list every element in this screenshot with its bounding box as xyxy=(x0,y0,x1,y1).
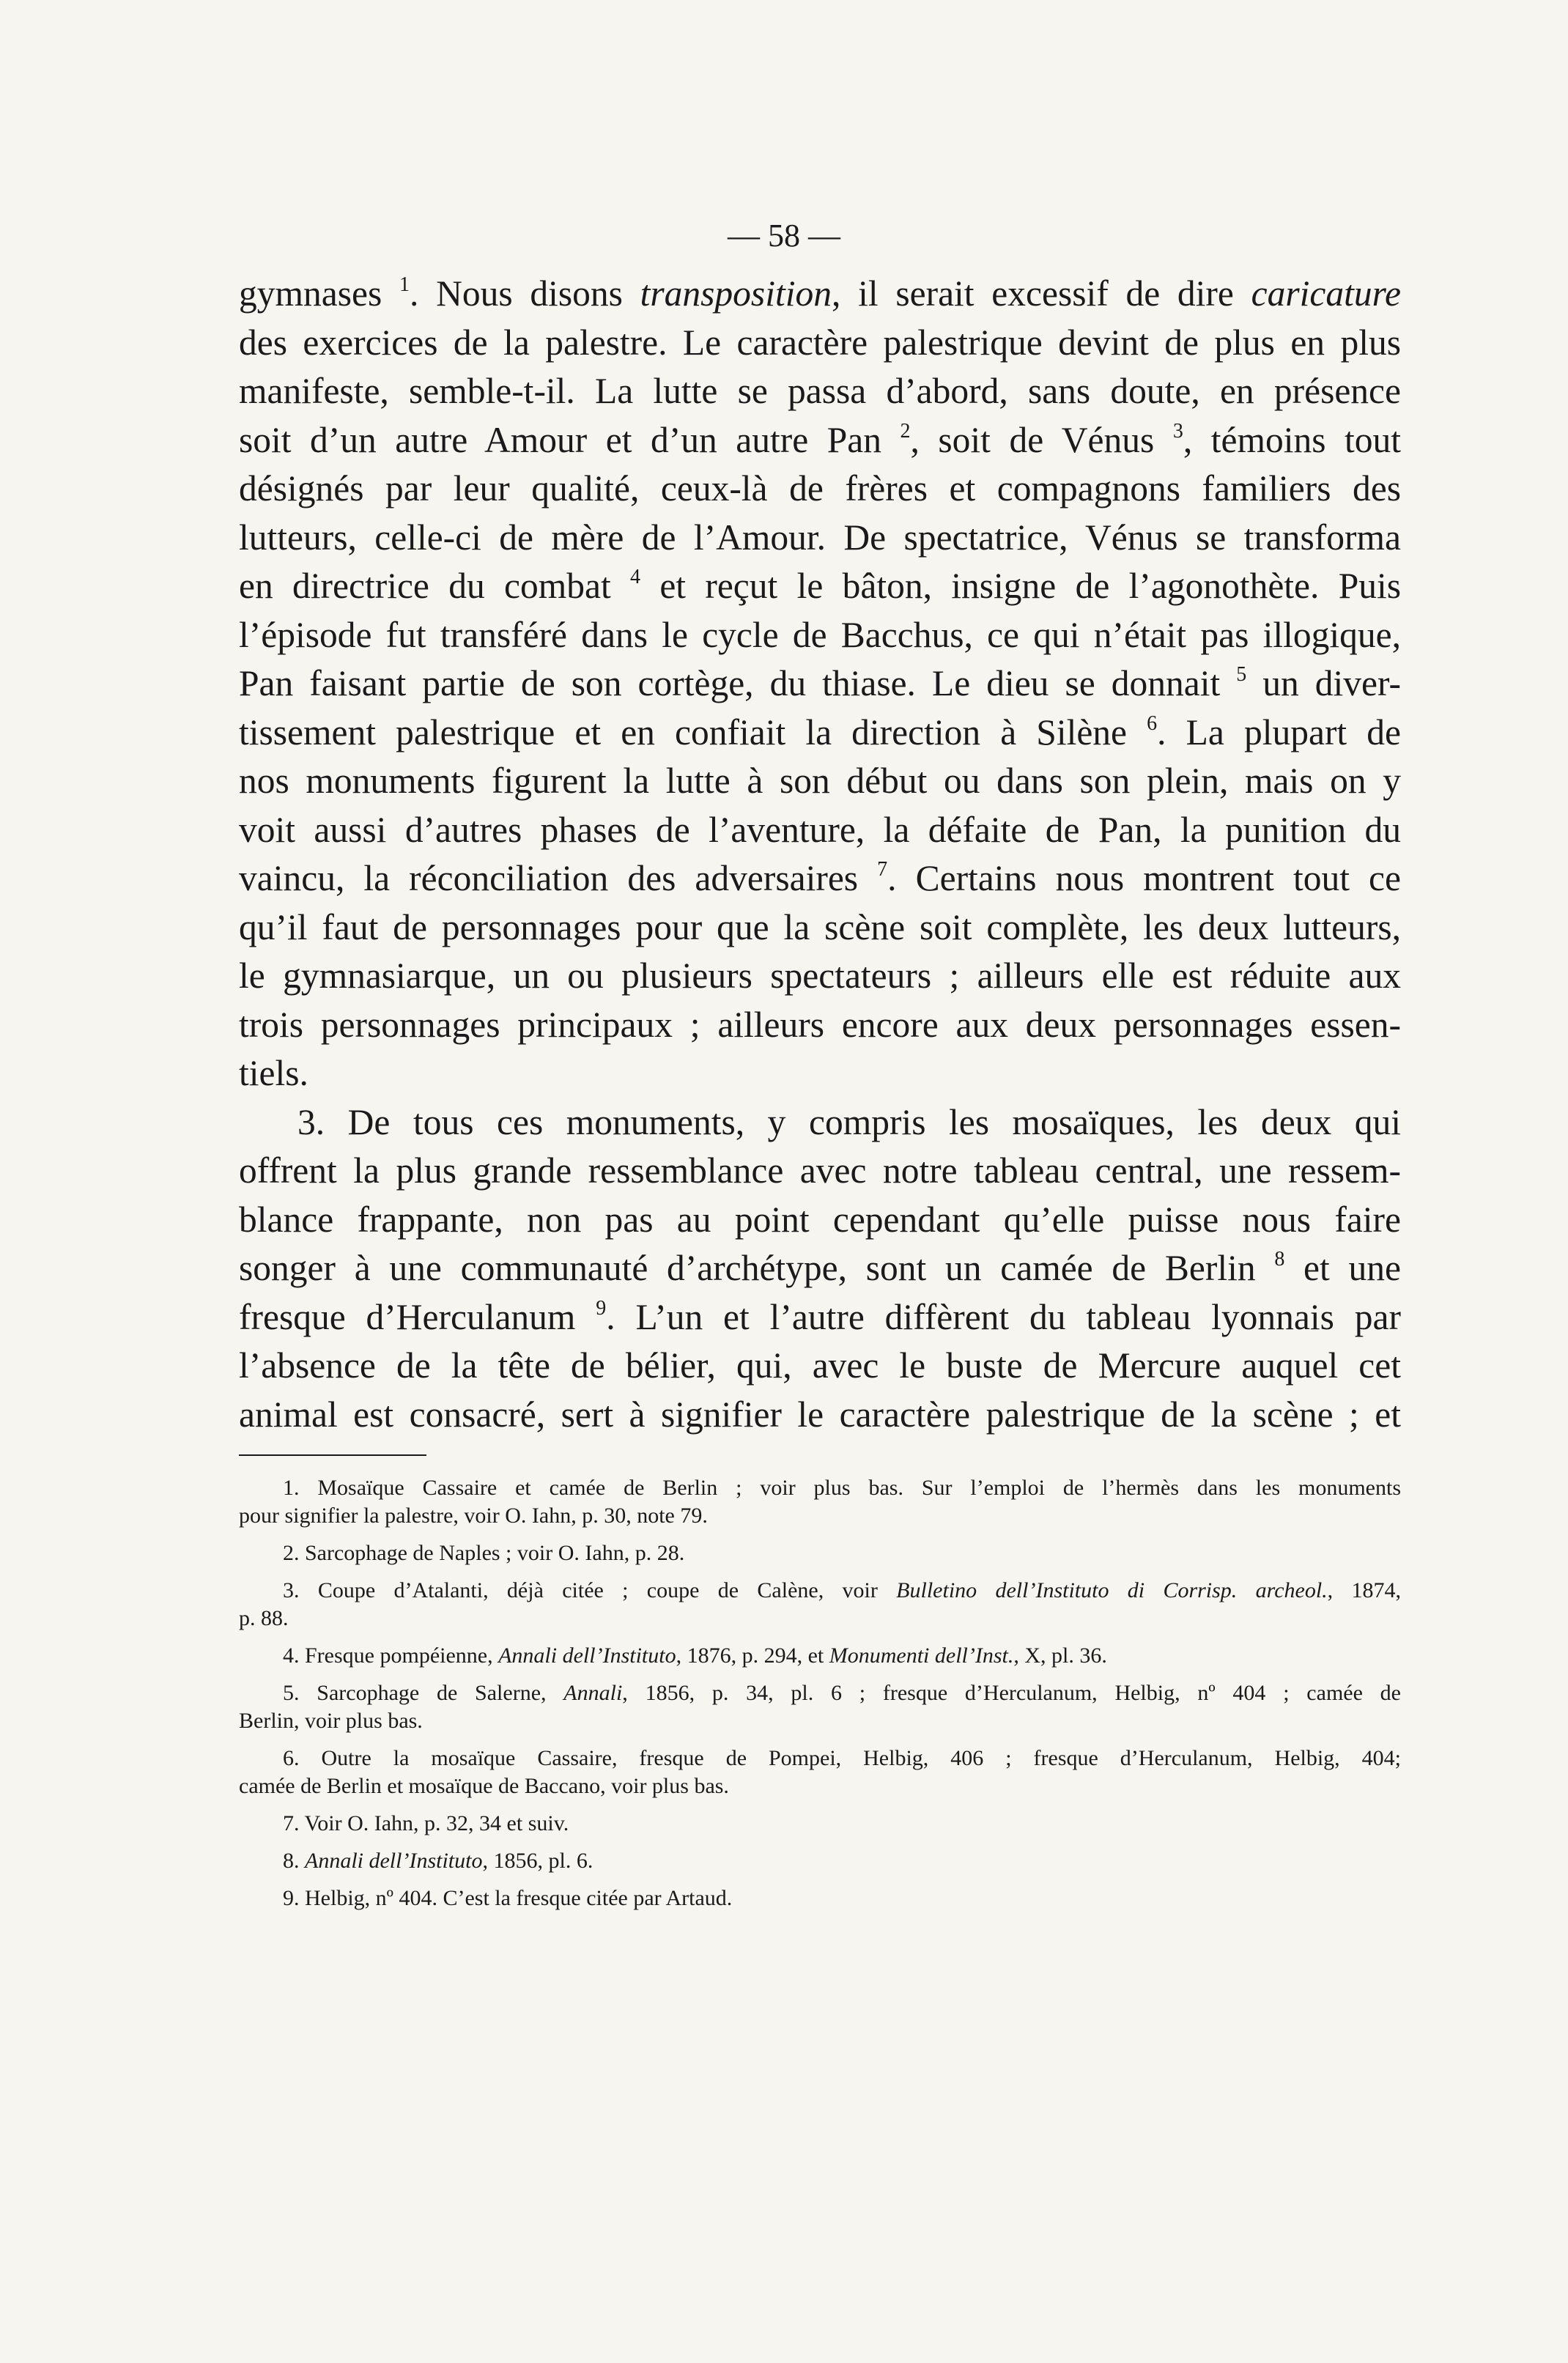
footnote-line xyxy=(239,1885,1401,1912)
footnote-ref: 4 xyxy=(630,566,641,588)
text-line xyxy=(239,903,1401,953)
text-line xyxy=(239,1147,1401,1196)
text-line xyxy=(239,1049,1401,1098)
page-number: — 58 — xyxy=(728,218,840,254)
italic-text: transposition xyxy=(640,273,832,314)
italic-text: Annali dell’Instituto xyxy=(305,1849,483,1873)
text-line xyxy=(239,709,1401,758)
text-run: , 1876, p. 294, et xyxy=(676,1643,829,1668)
footnote-ref: 8 xyxy=(1274,1248,1285,1271)
text-run: fresque d’Herculanum xyxy=(239,1296,596,1337)
text-run: , soit de Vénus xyxy=(910,419,1173,460)
text-run: trois personnages principaux ; ailleurs encore aux deux personnages essen- xyxy=(239,1004,1401,1045)
text-run: vaincu, la réconciliation des adversaires xyxy=(239,858,878,898)
text-run: , témoins tout xyxy=(1183,419,1401,460)
footnote xyxy=(239,1539,1401,1567)
text-line xyxy=(239,1342,1401,1391)
footnote xyxy=(239,1642,1401,1670)
text-line xyxy=(239,659,1401,709)
text-run: camée de Berlin et mosaïque de Baccano, voir plus bas. xyxy=(239,1774,729,1798)
text-line xyxy=(239,367,1401,416)
text-line xyxy=(239,416,1401,465)
footnote-line xyxy=(239,1577,1401,1605)
text-run: l’absence de la tête de bélier, qui, avec le buste de Mercure auquel cet xyxy=(239,1345,1401,1386)
footnote-ref: 6 xyxy=(1147,711,1158,735)
body-text xyxy=(239,270,1401,1439)
text-run: 3. Coupe d’Atalanti, déjà citée ; coupe de Calène, voir xyxy=(283,1578,897,1602)
text-line xyxy=(239,854,1401,903)
paragraph xyxy=(239,270,1401,1098)
footnote-ref: 9 xyxy=(596,1296,607,1320)
footnote-line xyxy=(239,1847,1401,1875)
text-run: 8. xyxy=(283,1849,305,1873)
footnote-line xyxy=(239,1810,1401,1838)
text-run: 5. Sarcophage de Salerne, xyxy=(283,1681,564,1705)
footnote-ref: 3 xyxy=(1172,419,1183,443)
text-run: 9. Helbig, nº 404. C’est la fresque citée par Artaud. xyxy=(283,1886,733,1910)
italic-text: Annali xyxy=(563,1681,623,1705)
footnote-line xyxy=(239,1679,1401,1707)
text-run: pour signifier la palestre, voir O. Iahn, p. 30, note 79. xyxy=(239,1504,708,1528)
text-line xyxy=(239,1391,1401,1440)
text-line xyxy=(239,952,1401,1001)
text-run: le gymnasiarque, un ou plusieurs spectateurs ; ailleurs elle est réduite aux xyxy=(239,955,1401,996)
italic-text: Monumenti dell’Inst. xyxy=(829,1643,1014,1668)
text-run: . L’un et l’autre diffèrent du tableau lyonnais par xyxy=(606,1296,1401,1337)
text-line xyxy=(239,806,1401,855)
footnote-line xyxy=(239,1502,1401,1530)
footnote xyxy=(239,1847,1401,1875)
text-run: p. 88. xyxy=(239,1606,289,1630)
footnote-line xyxy=(239,1605,1401,1632)
footnotes xyxy=(239,1474,1401,1922)
text-run: manifeste, semble-t-il. La lutte se passa d’abord, sans doute, en présence xyxy=(239,371,1401,411)
text-run: désignés par leur qualité, ceux-là de frères et compagnons familiers des xyxy=(239,468,1401,509)
text-run: . La plupart de xyxy=(1157,711,1402,752)
text-run: lutteurs, celle-ci de mère de l’Amour. De spectatrice, Vénus se transforma xyxy=(239,517,1401,558)
text-line xyxy=(239,1293,1401,1342)
footnote-line xyxy=(239,1745,1401,1772)
text-run: gymnases xyxy=(239,273,399,314)
text-run: des exercices de la palestre. Le caractère palestrique devint de plus en plus xyxy=(239,322,1401,363)
footnote-ref: 1 xyxy=(399,273,410,296)
text-run: . Nous disons xyxy=(409,273,640,314)
footnote-line xyxy=(239,1539,1401,1567)
text-run: nos monuments figurent la lutte à son début ou dans son plein, mais on y xyxy=(239,761,1401,801)
footnote-line xyxy=(239,1642,1401,1670)
text-run: soit d’un autre Amour et d’un autre Pan xyxy=(239,419,901,460)
text-run: qu’il faut de personnages pour que la scène soit complète, les deux lutteurs, xyxy=(239,906,1401,947)
text-run: et reçut le bâton, insigne de l’agonothète. Puis xyxy=(640,566,1401,606)
text-run: , il serait excessif de dire xyxy=(831,273,1251,314)
text-run: un diver- xyxy=(1246,663,1401,703)
footnote-line xyxy=(239,1707,1401,1735)
footnote xyxy=(239,1679,1401,1735)
footnote-separator xyxy=(239,1454,426,1456)
text-run: , X, pl. 36. xyxy=(1013,1643,1107,1668)
footnote xyxy=(239,1885,1401,1912)
footnote-line xyxy=(239,1772,1401,1800)
text-run: 6. Outre la mosaïque Cassaire, fresque de Pompei, Helbig, 406 ; fresque d’Herculanum, Helbig, 404; xyxy=(283,1746,1401,1770)
italic-text: caricature xyxy=(1251,273,1401,314)
text-run: blance frappante, non pas au point cependant qu’elle puisse nous faire xyxy=(239,1199,1401,1240)
text-run: 7. Voir O. Iahn, p. 32, 34 et suiv. xyxy=(283,1811,569,1835)
text-line xyxy=(239,757,1401,806)
text-line xyxy=(239,1196,1401,1245)
footnote-ref: 5 xyxy=(1236,663,1247,686)
text-run: 3. De tous ces monuments, y compris les mosaïques, les deux qui xyxy=(297,1101,1401,1142)
text-run: Berlin, voir plus bas. xyxy=(239,1709,423,1733)
text-line xyxy=(239,1001,1401,1050)
text-run: animal est consacré, sert à signifier le caractère palestrique de la scène ; et xyxy=(239,1394,1401,1435)
footnote xyxy=(239,1577,1401,1632)
text-run: , 1856, p. 34, pl. 6 ; fresque d’Herculanum, Helbig, nº 404 ; camée de xyxy=(622,1681,1401,1705)
italic-text: Annali dell’Instituto xyxy=(498,1643,676,1668)
text-line xyxy=(239,1244,1401,1293)
text-run: songer à une communauté d’archétype, sont un camée de Berlin xyxy=(239,1248,1275,1288)
text-line xyxy=(239,562,1401,611)
text-run: tissement palestrique et en confiait la direction à Silène xyxy=(239,711,1147,752)
italic-text: Bulletino dell’Instituto di Corrisp. archeol. xyxy=(896,1578,1328,1602)
text-run: 1. Mosaïque Cassaire et camée de Berlin ; voir plus bas. Sur l’emploi de l’hermès dans les monuments xyxy=(283,1476,1401,1500)
text-line xyxy=(239,270,1401,319)
text-run: voit aussi d’autres phases de l’aventure, la défaite de Pan, la punition du xyxy=(239,809,1401,850)
paragraph xyxy=(239,1098,1401,1440)
text-line xyxy=(239,1098,1401,1147)
footnote xyxy=(239,1810,1401,1838)
text-line xyxy=(239,319,1401,368)
text-run: . Certains nous montrent tout ce xyxy=(887,858,1401,898)
text-run: offrent la plus grande ressemblance avec notre tableau central, une ressem- xyxy=(239,1150,1401,1191)
text-run: , 1874, xyxy=(1327,1578,1401,1602)
footnote xyxy=(239,1474,1401,1530)
text-run: 2. Sarcophage de Naples ; voir O. Iahn, p. 28. xyxy=(283,1541,685,1565)
text-run: 4. Fresque pompéienne, xyxy=(283,1643,499,1668)
footnote-ref: 2 xyxy=(900,419,911,443)
text-run: et une xyxy=(1284,1248,1401,1288)
text-line xyxy=(239,514,1401,563)
text-run: en directrice du combat xyxy=(239,566,631,606)
footnote-line xyxy=(239,1474,1401,1502)
text-run: l’épisode fut transféré dans le cycle de Bacchus, ce qui n’était pas illogique, xyxy=(239,614,1401,655)
text-run: tiels. xyxy=(239,1053,308,1093)
text-line xyxy=(239,465,1401,514)
text-line xyxy=(239,611,1401,660)
footnote-ref: 7 xyxy=(877,858,888,881)
footnote xyxy=(239,1745,1401,1800)
text-run: Pan faisant partie de son cortège, du thiase. Le dieu se donnait xyxy=(239,663,1237,703)
text-run: , 1856, pl. 6. xyxy=(482,1849,593,1873)
